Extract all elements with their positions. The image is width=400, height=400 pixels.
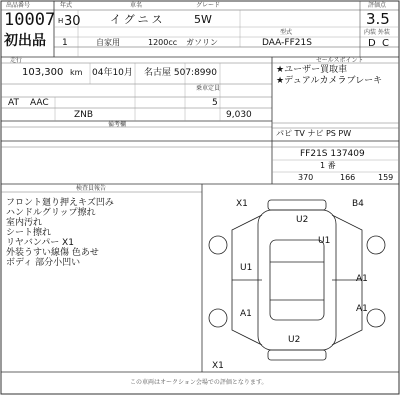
year-prefix: H	[58, 17, 64, 25]
selling-point-2: ★デュアルカメラブレーキ	[276, 76, 383, 86]
mileage: 103,300	[22, 67, 64, 78]
lot-label: 出品番号	[6, 2, 31, 9]
score: 3.5	[366, 10, 390, 28]
seats-header: 乗車定員	[196, 85, 221, 92]
shipping-header: 備考欄	[108, 121, 127, 128]
fuel: ガソリン	[186, 38, 218, 47]
lot-number: 10007	[4, 10, 56, 30]
inspector-note-line: 外装うすい線傷 色あせ	[6, 248, 99, 258]
inspection: 04年10月	[92, 68, 133, 78]
chassis-number: FF21S 137409	[300, 149, 365, 159]
model-header: 型式	[280, 29, 293, 36]
grade: 5W	[194, 13, 212, 26]
first-listing-badge: 初出品	[4, 33, 46, 49]
exterior-score: C	[382, 38, 389, 49]
damage-mark: U2	[288, 335, 301, 345]
plate-region: 名古屋 507:8990	[144, 68, 217, 78]
damage-mark: B4	[352, 199, 364, 209]
inspector-notes-header: 検査員報告	[76, 185, 107, 192]
length: 370	[298, 173, 314, 182]
seats: 5	[212, 98, 218, 108]
interior-score: D	[368, 38, 376, 49]
car-name-header: 車名	[130, 2, 143, 9]
page-number: 1	[62, 38, 68, 48]
ownership: 自家用	[96, 38, 120, 47]
selling-points-header: セールスポイント	[316, 57, 364, 64]
model-code: DAA-FF21S	[262, 38, 312, 48]
car-name: イグニス	[110, 13, 166, 26]
recycle-fee: 9,030	[226, 110, 252, 120]
inspector-note-line: 室内汚れ	[6, 218, 43, 228]
damage-mark: A1	[240, 309, 252, 319]
inspector-note-line: ハンドルグリップ擦れ	[6, 208, 96, 218]
damage-mark: U1	[318, 236, 331, 246]
color-code: ZNB	[74, 110, 94, 120]
damage-mark: A1	[356, 274, 368, 284]
mileage-unit: km	[70, 68, 83, 77]
equipment: パピ TV ナビ PS PW	[276, 129, 352, 138]
displacement: 1200cc	[148, 38, 178, 47]
inspector-note-line: リヤバンパー X1	[6, 238, 74, 248]
year-value: 30	[64, 14, 81, 29]
damage-mark: A1	[356, 304, 368, 314]
height: 159	[378, 173, 394, 182]
selling-point-1: ★ユーザー買取車	[276, 65, 348, 75]
transmission: AT	[8, 98, 19, 108]
inspector-note-line: ボディ 部分小凹い	[6, 258, 81, 268]
chassis-sub: 1 番	[320, 161, 336, 170]
mileage-header: 走行	[10, 57, 23, 64]
score-header: 評価点	[368, 2, 387, 9]
aircon: AAC	[30, 98, 49, 108]
year-header: 年式	[60, 2, 73, 9]
damage-mark: U2	[296, 215, 309, 225]
footer-note: この車両はオークション会場での評価となります。	[130, 379, 268, 386]
inspector-note-line: フロント廻り押えキズ凹み	[6, 198, 114, 208]
damage-mark: X1	[212, 361, 224, 371]
interior-header: 内装 外装	[364, 29, 390, 36]
damage-mark: X1	[236, 199, 248, 209]
grade-header: グレード	[196, 2, 221, 9]
width: 166	[340, 173, 356, 182]
damage-mark: U1	[240, 263, 253, 273]
inspector-note-line: シート擦れ	[6, 228, 52, 238]
